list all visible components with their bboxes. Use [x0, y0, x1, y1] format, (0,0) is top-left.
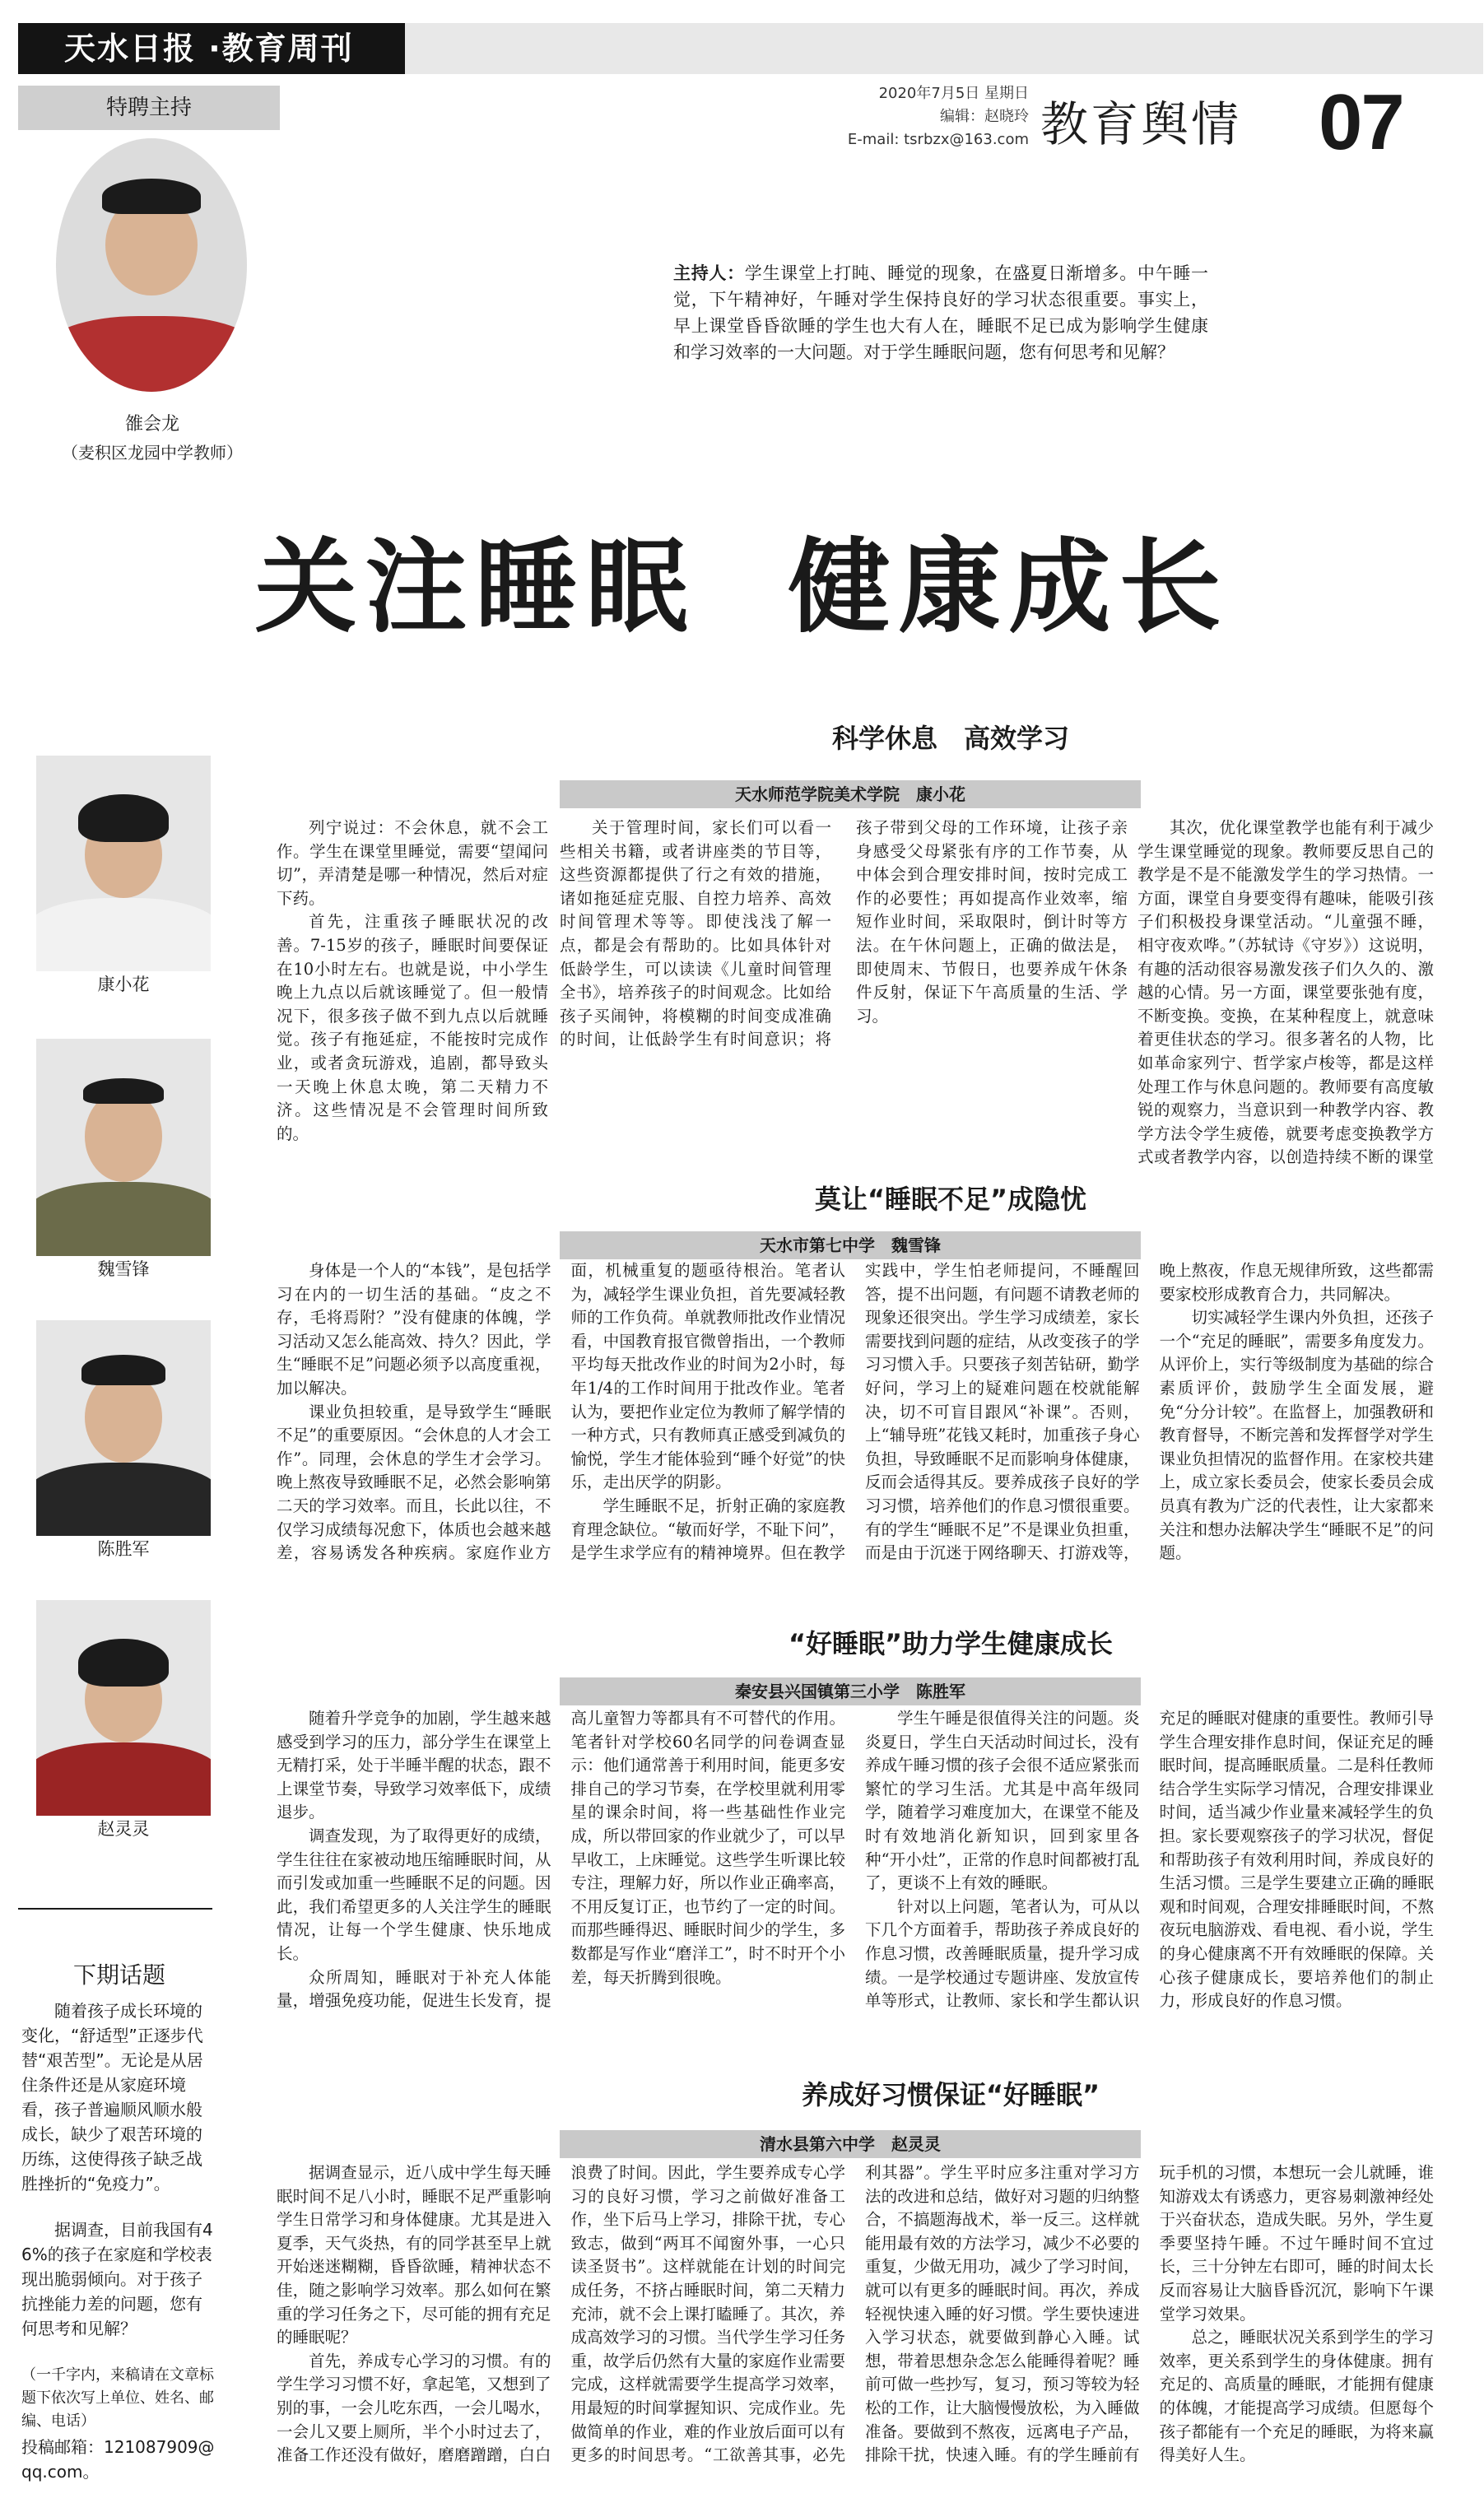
article-paragraph: 切实减轻学生课内外负担，还孩子一个“充足的睡眠”，需要多角度发力。从评价上，实行等级制度为基础的综合素质评价，鼓励学生全面发展，避免“分分计较”。在监督上，加强教研和教育督导，不断完善和发挥督学对学生课业负担情况的监督作用。在家校共建上，成立家长委员会，使家长委员会成员真有教为广泛的代表性，让大家都来关注和想办法解决学生“睡眠不足”的问题。: [1159, 1308, 1434, 1563]
article-paragraph: 总之，睡眠状况关系到学生的学习效率，更关系到学生的身体健康。拥有充足的、高质量的睡眠，才能拥有健康的体魄，才能提高学习成绩。但愿每个孩子都能有一个充足的睡眠，为将来赢得美好人生。: [1159, 2328, 1434, 2465]
contributor-photo: [36, 1039, 211, 1256]
article-paragraph: 首先，养成专心学习的习惯。有的学生学习习惯不好，拿起笔，又想到了别的事，一会儿吃东西，一会儿喝水，一会儿又要上厕所，半个小时过去了，准备工作还没有做好，磨磨蹭蹭，白白浪费了时间。因此，学生要养成专心学习的良好习惯，学习之前做好准备工作，坐下后马上学习，排除干扰，专心致志，做到“两耳不闻窗外事，一心只读圣贤书”。这样就能在计划的时间完成任务，不挤占睡眠时间，第二天精力充沛，就不会上课打瞌睡了。其次，养成高效学习的习惯。当代学生学习任务重，故学后仍然有大量的家庭作业需要完成，这样就需要学生提高学习效率，用最短的时间掌握知识、完成作业。先做简单的作业，难的作业放后面可以有更多的时间思考。“工欲善其事，必先利其器”。学生平时应多注重对学习方法的改进和总结，做好对习题的归纳整合，不搞题海战术，举一反三。这样就能用最有效的方法学习，减少不必要的重复，少做无用功，减少了学习时间，就可以有更多的睡眠时间。再次，养成轻视快速入睡的好习惯。学生要快速进入学习状态，就要做到静心入睡。试想，带着思想杂念怎么能睡得着呢？睡前可做一些抄写，复习，预习等较为轻松的工作，让大脑慢慢放松，为入睡做准备。要做到不熬夜，远离电子产品，排除干扰，快速入睡。有的学生睡前有玩手机的习惯，本想玩一会儿就睡，谁知游戏太有诱惑力，更容易刺激神经处于兴奋状态，造成失眠。另外，学生夏季要坚持午睡。不过午睡时间不宜过长，三十分钟左右即可，睡的时间太长反而容易让大脑昏昏沉沉，影响下午课堂学习效果。: [277, 2163, 1434, 2465]
contributor-photo: [36, 1320, 211, 1536]
issue-meta: [831, 82, 1029, 151]
article-paragraph: 其次，优化课堂教学也能有利于减少学生课堂睡觉的现象。教师要反思自己的教学是不是不能激发学生的学习热情。一方面，课堂自身要变得有趣味，能吸引孩子们积极投身课堂活动。“儿童强不睡，相守夜欢哗。”（苏轼诗《守岁》）这说明，有趣的活动很容易激发孩子们久久的、激越的心情。另一方面，课堂要张弛有度，不断变换。变换，在某种程度上，就意味着更佳状态的学习。很多著名的人物，比如革命家列宁、哲学家卢梭等，都是这样处理工作与休息问题的。教师要有高度敏锐的观察力，当意识到一种教学内容、教学方法令学生疲倦，就要考虑变换教学方式或者教学内容，以创造持续不断的课堂: [1137, 818, 1434, 1167]
article-paragraph: 众所周知，睡眠对于补充人体能量，增强免疫功能，促进生长发育，提高儿童智力等都具有不可替代的作用。笔者针对学校60名同学的问卷调查显示：他们通常善于利用时间，能更多安排自己的学习节奏，在学校里就利用零星的课余时间，将一些基础性作业完成，所以带回家的作业就少了，可以早早收工，上床睡觉。这些学生听课比较专注，理解力好，所以作业正确率高，不用反复订正，也节约了一定的时间。而那些睡得迟、睡眠时间少的学生，多数都是写作业“磨洋工”，时不时开个小差，每天折腾到很晚。: [277, 1709, 845, 2011]
article-body: [277, 1259, 1434, 1605]
issue-email: E-mail: tsrbzx@163.com: [847, 131, 1029, 148]
sidebar-rule: [18, 1908, 212, 1910]
article-title: “好睡眠”助力学生健康成长: [788, 1628, 1114, 1659]
article-paragraph: 课业负担较重，是导致学生“睡眠不足”的重要原因。“会休息的人才会工作”。同理，会休息的学生才会学习。晚上熬夜导致睡眠不足，必然会影响第二天的学习效率。而且，长此以往，不仅学习成绩每况愈下，体质也会越来越差，容易诱发各种疾病。家庭作业方面，机械重复的题亟待根治。笔者认为，减轻学生课业负担，首先要减轻教师的工作负荷。单就教师批改作业情况看，中国教育报官微曾指出，一个教师平均每天批改作业的时间为2小时，每年1/4的工作时间用于批改作业。笔者认为，要把作业定位为教师了解学情的一种方式，只有教师真正感受到减负的愉悦，学生才能体验到“睡个好觉”的快乐，走出厌学的阴影。: [277, 1261, 845, 1563]
article-body: [277, 2161, 1434, 2507]
article-byline: 清水县第六中学 赵灵灵: [560, 2130, 1141, 2158]
issue-editor: 编辑：赵晓玲: [940, 108, 1029, 125]
article-paragraph: 调查发现，为了取得更好的成绩，学生往往在家被动地压缩睡眠时间，从而引发或加重一些睡眠不足的问题。因此，我们希望更多的人关注学生的睡眠情况，让每一个学生健康、快乐地成长。: [277, 1826, 551, 1963]
headline-part-2: 健康成长: [788, 528, 1230, 647]
host-photo-shirt: [56, 316, 247, 392]
article-column: [1137, 817, 1434, 1170]
contributor-name: 赵灵灵: [97, 1819, 150, 1839]
sidebar-body: 随着孩子成长环境的变化，“舒适型”正逐步代替“艰苦型”。无论是从居住条件还是从家庭环境看，孩子普遍顺风顺水般成长，缺少了艰苦环境的历练，这使得孩子缺乏战胜挫折的“免疫力”。: [21, 2001, 203, 2194]
article-paragraph: 针对以上问题，笔者认为，可从以下几个方面着手，帮助孩子养成良好的作息习惯，改善睡眠质量，提升学习成绩。一是学校通过专题讲座、发放宣传单等形式，让教师、家长和学生都认识充足的睡眠对健康的重要性。教师引导学生合理安排作息时间，保证充足的睡眠时间，提高睡眠质量。二是科任教师结合学生实际学习情况，合理安排课业时间，适当减少作业量来减轻学生的负担。家长要观察孩子的学习状况，督促和帮助孩子有效利用时间，养成良好的生活习惯。三是学生要建立正确的睡眠观和时间观，合理安排睡眠时间，不熬夜玩电脑游戏、看电视、看小说，学生的身心健康离不开有效睡眠的保障。关心孩子健康成长，要培养他们的制止力，形成良好的作息习惯。: [865, 1709, 1434, 2011]
article-paragraph: 首先，注重孩子睡眠状况的改善。7-15岁的孩子，睡眠时间要保证在10小时左右。也就是说，中小学生晚上九点以后就该睡觉了。但一般情况下，很多孩子做不到九点以后就睡觉。孩子有拖延症，不能按时完成作业，或者贪玩游戏，追剧，都导致头一天晚上休息太晚，第二天精力不济。这些情况是不会管理时间所致的。: [277, 912, 548, 1143]
contributor-photo: [36, 1600, 211, 1816]
host-intro-text: 学生课堂上打盹、睡觉的现象，在盛夏日渐增多。中午睡一觉，下午精神好，午睡对学生保持良好的学习状态很重要。事实上，早上课堂昏昏欲睡的学生也大有人在，睡眠不足已成为影响学生健康和学习效率的一大问题。对于学生睡眠问题，您有何思考和见解？: [673, 263, 1209, 362]
section-name: 教育舆情: [1040, 96, 1242, 152]
article-paragraph: 学生睡眠不足，折射正确的家庭教育理念缺位。“敏而好学，不耻下问”，是学生求学应有的精神境界。但在教学实践中，学生怕老师提问，不睡醒回答，提不出问题，有问题不请教老师的现象还很突出。学生学习成绩差，家长需要找到问题的症结，从改变孩子的学习习惯入手。只要孩子刻苦钻研，勤学好问，学习上的疑难问题在校就能解决，切不可盲目跟风“补课”。否则，上“辅导班”花钱又耗时，加重孩子身心负担，导致睡眠不足而影响身体健康，反而会适得其反。要养成孩子良好的学习习惯，培养他们的作息习惯很重要。有的学生“睡眠不足”不是课业负担重，而是由于沉迷于网络聊天、打游戏等，晚上熬夜，作息无规律所致，这些都需要家校形成教育合力，共同解决。: [570, 1261, 1434, 1563]
article-body: [277, 1707, 1434, 2053]
headline: [0, 505, 1484, 652]
article-paragraph: 随着升学竞争的加剧，学生越来越感受到学习的压力，部分学生在课堂上无精打采，处于半睡半醒的状态，跟不上课堂节奏，导致学习效率低下，成绩退步。: [277, 1709, 551, 1822]
sidebar-question: 据调查，目前我国有46%的孩子在家庭和学校表现出脆弱倾向。对于孩子抗挫能力差的问题，您有何思考和见解？: [21, 2220, 213, 2338]
host-intro-label: 主持人：: [673, 263, 745, 283]
article-byline: 秦安县兴国镇第三小学 陈胜军: [560, 1677, 1141, 1705]
contributor-name: 康小花: [97, 975, 150, 994]
host-intro: [673, 260, 1208, 365]
article-paragraph: 身体是一个人的“本钱”，是包括学习在内的一切生活的基础。“皮之不存，毛将焉附？”没有健康的体魄，学习活动又怎么能高效、持久？因此，学生“睡眠不足”问题必须予以高度重视，加以解决。: [277, 1261, 551, 1398]
article-paragraph: 关于管理时间，家长们可以看一些相关书籍，或者讲座类的节目等，这些资源都提供了行之有效的措施，诸如拖延症克服、自控力培养、高效时间管理术等等。即使浅浅了解一点，都是会有帮助的。比如具体针对低龄学生，可以读读《儿童时间管理全书》，培养孩子的时间观念。比如给孩子买闹钟，将模糊的时间变成准确的时间，让低龄学生有时间意识；将孩子带到父母的工作环境，让孩子亲身感受父母紧张有序的工作节奏，从中体会到合理安排时间，按时完成工作的必要性；再如提高作业效率，缩短作业时间，采取限时，倒计时等方法。在午休问题上，正确的做法是，即使周末、节假日，也要养成午休条件反射，保证下午高质量的生活、学习。: [560, 818, 1128, 1049]
issue-date: 2020年7月5日 星期日: [878, 85, 1029, 102]
article-paragraph: 列宁说过：不会休息，就不会工作。学生在课堂里睡觉，需要“望闻问切”，弄清楚是哪一种情况，然后对症下药。: [277, 818, 548, 908]
page-number: 07: [1319, 78, 1403, 166]
contributor-name: 陈胜军: [97, 1539, 150, 1559]
article-column: [277, 817, 548, 1170]
sidebar-note: （一千字内，来稿请在文章标题下依次写上单位、姓名、邮编、电话）: [21, 2366, 214, 2430]
article-column: [560, 817, 1128, 1170]
sidebar-contact: 投稿邮箱：121087909@qq.com。: [21, 2437, 215, 2482]
article-title: 莫让“睡眠不足”成隐忧: [814, 1184, 1087, 1215]
host-tag: 特聘主持: [18, 86, 280, 130]
host-name: 雒会龙: [124, 414, 179, 435]
article-byline: 天水市第七中学 魏雪锋: [560, 1231, 1141, 1259]
host-photo: [56, 138, 247, 392]
article-paragraph: 学生午睡是很值得关注的问题。炎炎夏日，学生白天活动时间过长，没有养成午睡习惯的孩子会很不适应紧张而繁忙的学习生活。尤其是中高年级同学，随着学习难度加大，在课堂不能及时有效地消化新知识，回到家里各种“开小灶”，正常的作息时间都被打乱了，更谈不上有效的睡眠。: [865, 1709, 1140, 1893]
headline-part-1: 关注睡眠: [254, 528, 696, 647]
masthead-title: 天水日报 ·教育周刊: [18, 23, 405, 74]
contributor-photo: [36, 756, 211, 971]
article-title: 科学休息 高效学习: [831, 723, 1069, 754]
article-byline: 天水师范学院美术学院 康小花: [560, 780, 1141, 808]
article-title: 养成好习惯保证“好睡眠”: [801, 2079, 1100, 2110]
contributor-name: 魏雪锋: [97, 1259, 150, 1279]
host-affiliation: （麦积区龙园中学教师）: [62, 443, 243, 463]
article-paragraph: 据调查显示，近八成中学生每天睡眠时间不足八小时，睡眠不足严重影响学生日常学习和身体健康。尤其是进入夏季，天气炎热，有的同学甚至早上就开始迷迷糊糊，昏昏欲睡，精神状态不佳，随之影响学习效率。那么如何在繁重的学习任务之下，尽可能的拥有充足的睡眠呢？: [277, 2163, 551, 2347]
sidebar-title: 下期话题: [72, 1961, 165, 1989]
